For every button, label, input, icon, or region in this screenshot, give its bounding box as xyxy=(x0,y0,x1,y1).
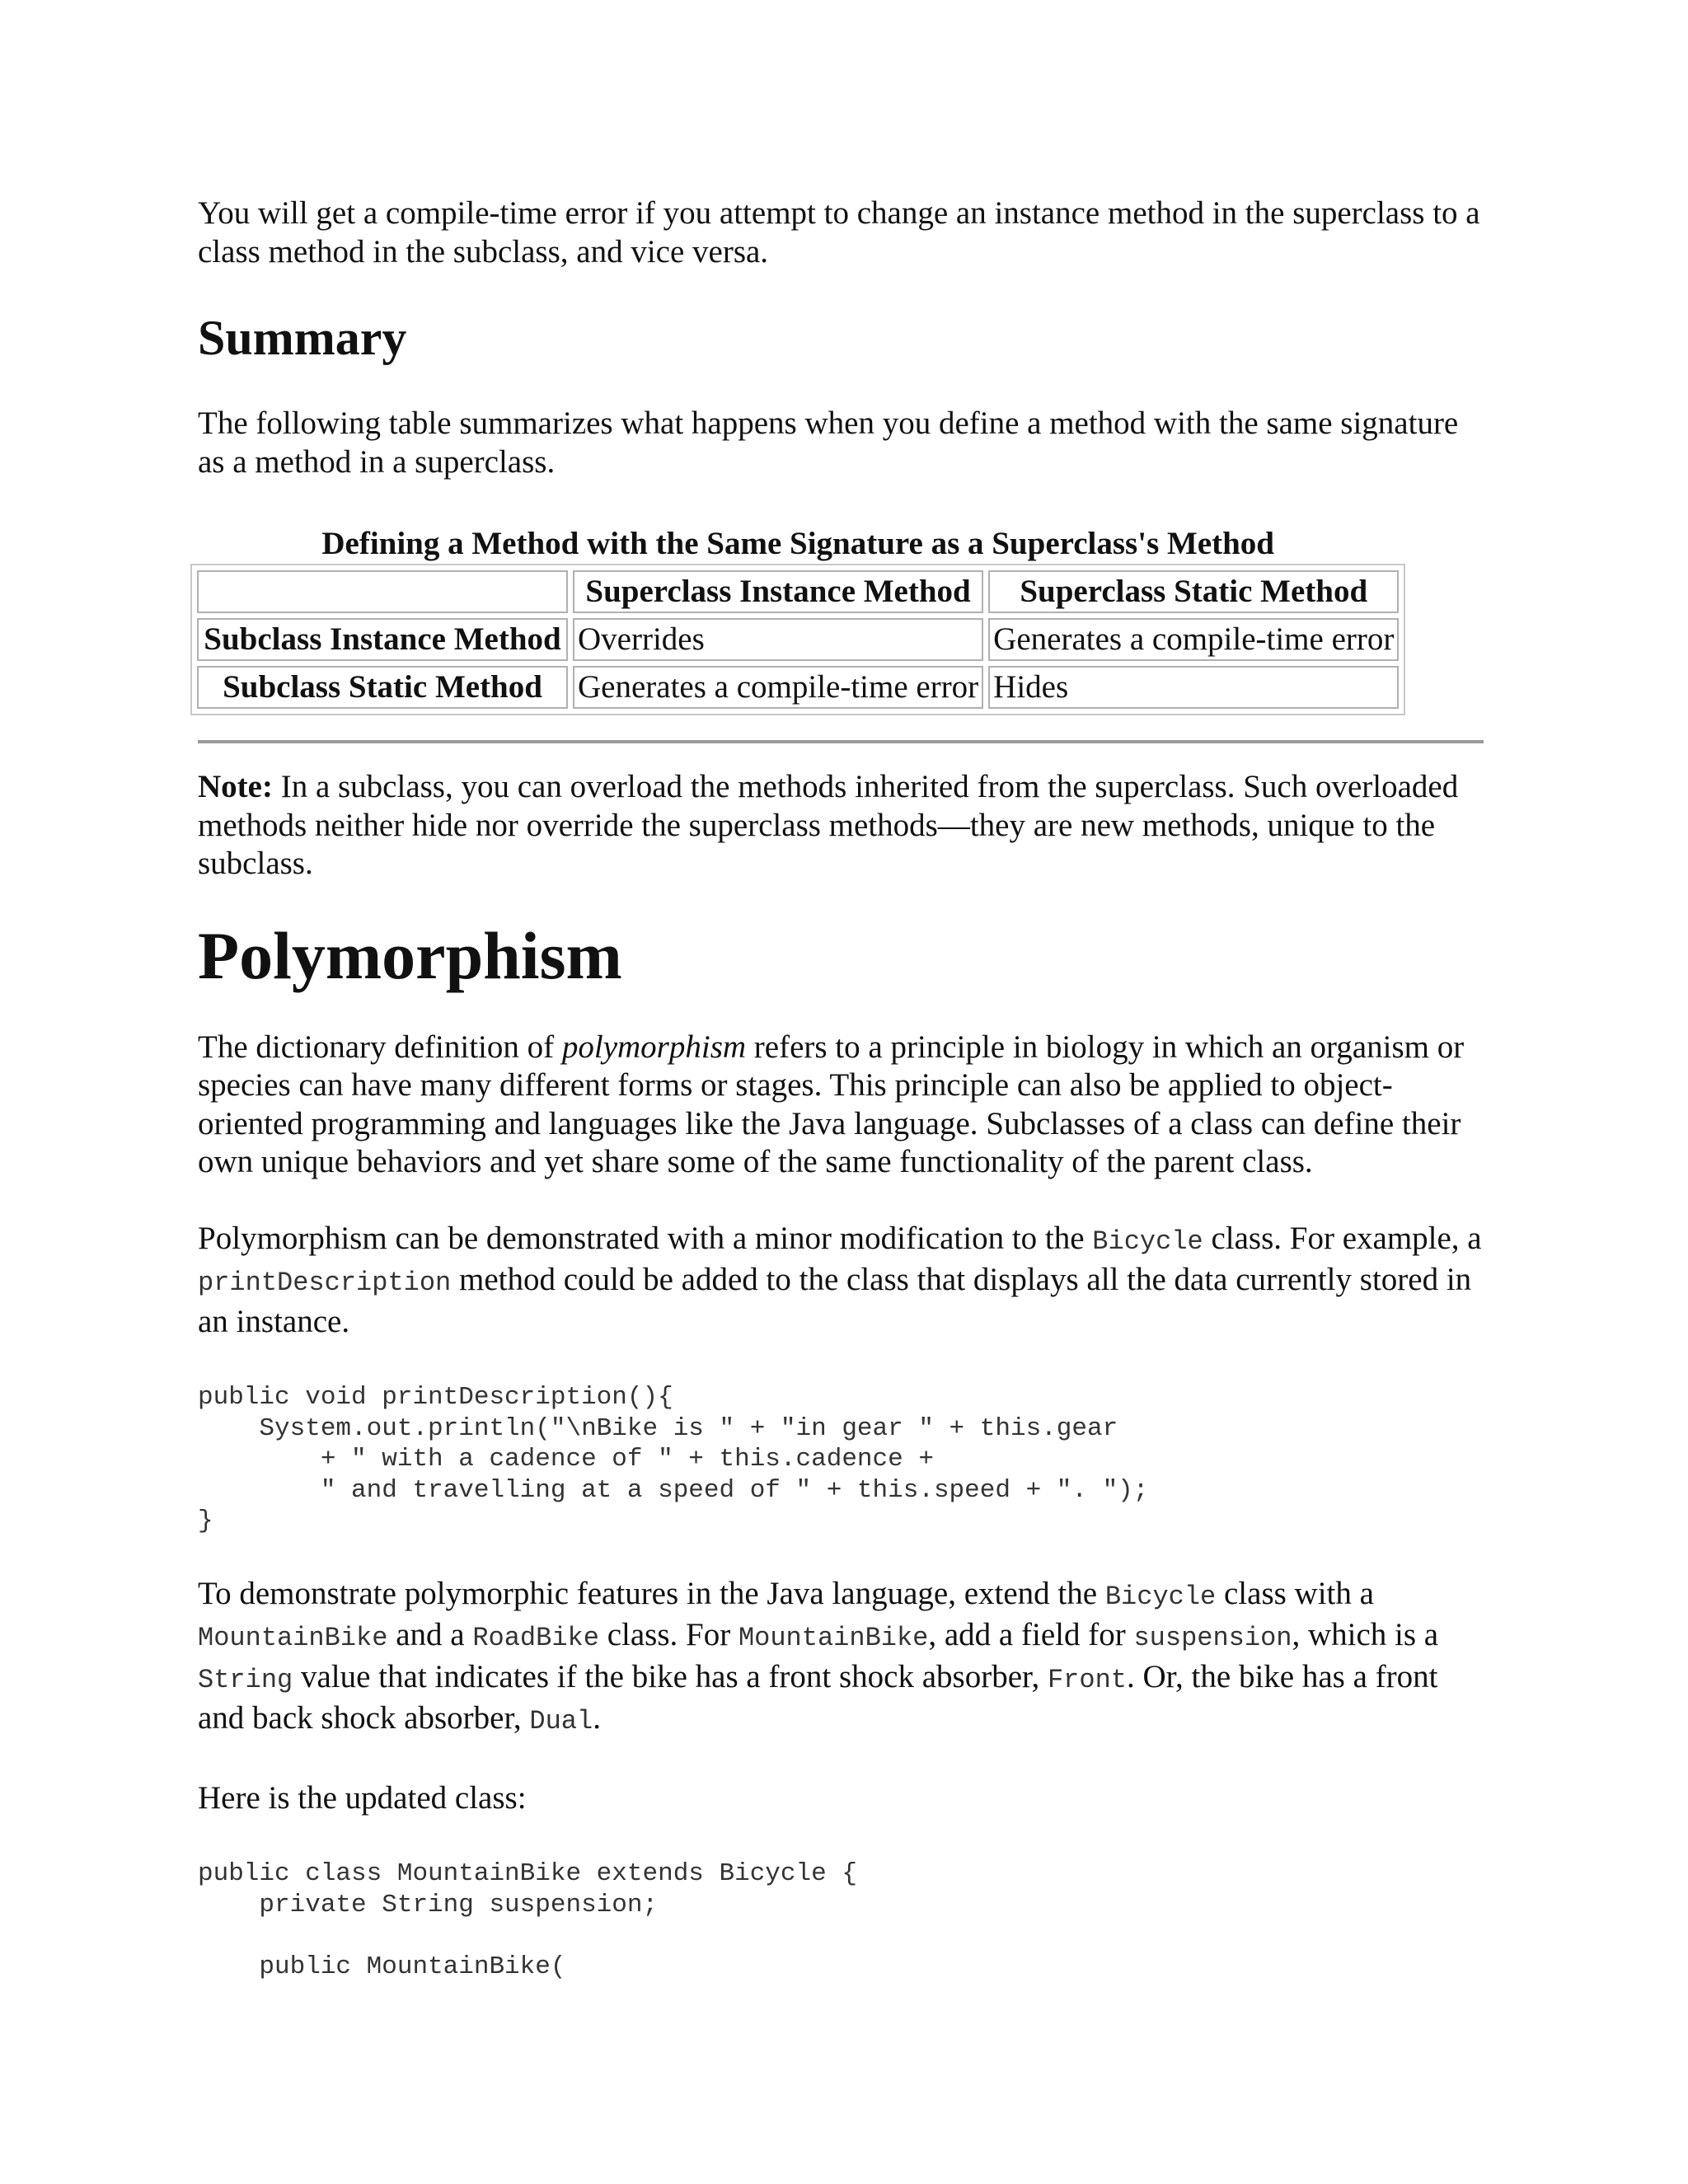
table-cell: Generates a compile-time error xyxy=(988,618,1399,661)
table-caption: Defining a Method with the Same Signature as a Superclass's Method xyxy=(321,526,1274,561)
polymorphism-definition-paragraph xyxy=(198,1029,1484,1182)
polymorphism-term: polymorphism xyxy=(561,1029,747,1065)
note-paragraph xyxy=(198,768,1484,883)
code-printdescription: printDescription xyxy=(198,1268,452,1298)
text-run: class. For example, a xyxy=(1203,1220,1482,1256)
code-dual: Dual xyxy=(529,1706,593,1736)
text-run: and a xyxy=(387,1617,473,1652)
col-header-superclass-instance: Superclass Instance Method xyxy=(573,570,983,613)
summary-heading: Summary xyxy=(198,311,407,365)
table-cell: Hides xyxy=(988,666,1399,709)
table-cell: Overrides xyxy=(573,618,983,661)
table-row xyxy=(197,666,1399,709)
text-run: , add a field for xyxy=(928,1617,1134,1652)
text-run: To demonstrate polymorphic features in the Java language, extend the xyxy=(198,1575,1105,1611)
summary-paragraph: The following table summarizes what happens when you define a method with the same signature as a method in a superclass. xyxy=(198,405,1459,480)
code-mountainbike: MountainBike xyxy=(738,1623,929,1653)
code-roadbike: RoadBike xyxy=(472,1623,599,1653)
document-page xyxy=(198,194,1484,1982)
text-run: , which is a xyxy=(1292,1617,1439,1652)
code-block-mountainbike: public class MountainBike extends Bicycle { private String suspension; public MountainBike( xyxy=(198,1859,857,1981)
text-run: Polymorphism can be demonstrated with a minor modification to the xyxy=(198,1220,1093,1256)
code-bicycle: Bicycle xyxy=(1092,1226,1203,1257)
code-string: String xyxy=(198,1664,293,1695)
text-run: . xyxy=(593,1700,601,1736)
note-text: In a subclass, you can overload the methods inherited from the superclass. Such overloaded methods neither hide nor override the superclass methods—they are new methods, unique to the subclass. xyxy=(198,769,1459,881)
code-block-print-description: public void printDescription(){ System.out.println("\nBike is " + "in gear " + this.gear + " with a cadence of " + this.cadence + " and travelling at a speed of " + this.speed + ". "); } xyxy=(198,1383,1149,1535)
code-bicycle: Bicycle xyxy=(1104,1581,1217,1612)
method-summary-table xyxy=(190,519,1405,715)
text-run: value that indicates if the bike has a front shock absorber, xyxy=(293,1658,1048,1694)
text-run: refers to a principle in biology in which an organism or species can have many different forms or stages. This principle can also be applied to object-oriented programming and languages like the Java language. Subclasses of a class can define their own unique behaviors and yet share some of the same functionality of the parent class. xyxy=(198,1029,1465,1179)
table-row xyxy=(197,618,1399,661)
code-suspension: suspension xyxy=(1133,1623,1292,1653)
table-header-row xyxy=(197,570,1399,613)
text-run: class with a xyxy=(1216,1575,1374,1611)
note-label: Note: xyxy=(198,769,273,804)
print-description-paragraph xyxy=(198,1220,1484,1342)
row-header-subclass-static: Subclass Static Method xyxy=(197,666,568,709)
polymorphism-heading: Polymorphism xyxy=(198,917,622,993)
text-run: . Or, the bike has a front and back shock absorber, xyxy=(198,1658,1438,1736)
intro-paragraph: You will get a compile-time error if you attempt to change an instance method in the superclass to a class method in the subclass, and vice versa. xyxy=(198,195,1480,269)
text-run: method could be added to the class that displays all the data currently stored in an instance. xyxy=(198,1262,1472,1339)
table-cell: Generates a compile-time error xyxy=(573,666,983,709)
text-run: The dictionary definition of xyxy=(198,1029,562,1065)
code-mountainbike: MountainBike xyxy=(198,1623,388,1653)
text-run: class. For xyxy=(598,1617,738,1652)
mountainbike-paragraph xyxy=(198,1575,1484,1741)
code-front: Front xyxy=(1047,1664,1127,1695)
row-header-subclass-instance: Subclass Instance Method xyxy=(197,618,568,661)
note-divider xyxy=(198,740,1484,743)
col-header-superclass-static: Superclass Static Method xyxy=(988,570,1399,613)
updated-class-paragraph: Here is the updated class: xyxy=(198,1779,527,1816)
table-corner-cell xyxy=(197,570,568,613)
